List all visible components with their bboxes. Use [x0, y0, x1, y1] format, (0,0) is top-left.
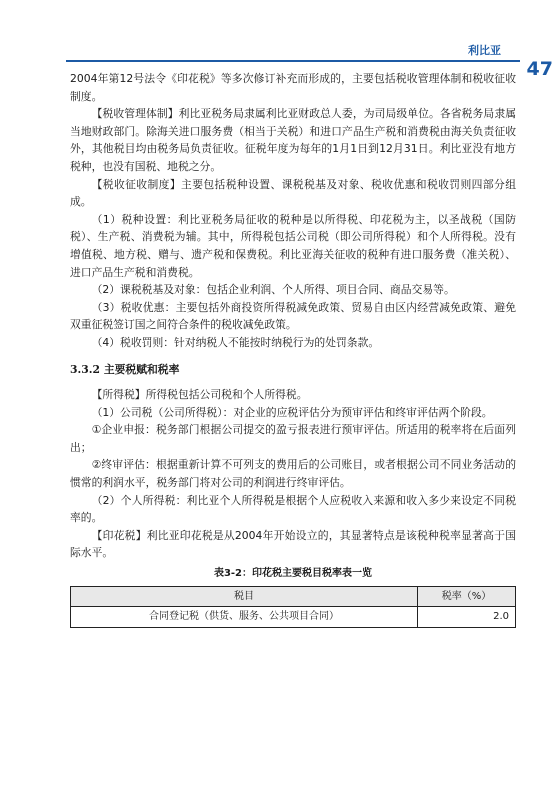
table-cell-item: 合同登记税（供货、服务、公共项目合同） [71, 607, 418, 628]
page-number: 47 [526, 58, 553, 80]
paragraph: （1）税种设置：利比亚税务局征收的税种是以所得税、印花税为主，以圣战税（国防税）、生产税、消费税为辅。其中，所得税包括公司税（即公司所得税）和个人所得税。没有增值税、地方税、赠与、遗产税和保费税。利比亚海关征收的税种有进口服务费（准关税）、进口产品生产税和消费税。 [70, 212, 516, 279]
paragraph: （2）个人所得税：利比亚个人所得税是根据个人应税收入来源和收入多少来设定不同税率的。 [70, 493, 516, 525]
paragraphs-after [70, 386, 516, 562]
column-header-item: 税目 [71, 586, 418, 607]
paragraph: 【税收征收制度】主要包括税种设置、课税税基及对象、税收优惠和税收罚则四部分组成。 [70, 177, 516, 209]
table-body [71, 607, 516, 628]
paragraph: 2004年第12号法令《印花税》等多次修订补充而形成的，主要包括税收管理体制和税收征收制度。 [70, 72, 516, 103]
section-title: 3.3.2 主要税赋和税率 [70, 362, 180, 376]
paragraph: 【税收管理体制】利比亚税务局隶属利比亚财政总人委，为司局级单位。各省税务局隶属当地财政部门。除海关进口服务费（相当于关税）和进口产品生产税和消费税由海关负责征收外，其他税目均由税务局负责征收。征税年度为每年的1月1日到12月31日。利比亚没有地方税种，也没有国税、地税之分。 [70, 107, 516, 173]
paragraph: （2）课税税基及对象：包括企业利润、个人所得、项目合同、商品交易等。 [91, 283, 455, 297]
paragraph: 【印花税】利比亚印花税是从2004年开始设立的，其显著特点是该税种税率显著高于国际水平。 [70, 528, 516, 560]
column-header-rate: 税率（%） [418, 586, 516, 607]
paragraph: ②终审评估：根据重新计算不可列支的费用后的公司账目，或者根据公司不同业务活动的惯常的利润水平，税务部门将对公司的利润进行终审评估。 [70, 458, 516, 490]
header-rule [66, 60, 520, 62]
paragraph: （1）公司税（公司所得税）：对企业的应税评估分为预审评估和终审评估两个阶段。 [91, 405, 493, 419]
table-caption: 表3-2：印花税主要税目税率表一览 [213, 568, 373, 580]
paragraphs-before [70, 70, 516, 352]
table-row [71, 607, 516, 628]
paragraph: ①企业申报：税务部门根据公司提交的盈亏报表进行预审评估。所适用的税率将在后面列出； [70, 423, 516, 454]
paragraph: 【所得税】所得税包括公司税和个人所得税。 [91, 388, 308, 402]
paragraph: （4）税收罚则：针对纳税人不能按时纳税行为的处罚条款。 [91, 335, 380, 349]
header-country: 利比亚 [468, 44, 501, 57]
page-content [70, 70, 516, 628]
table-cell-rate: 2.0 [418, 607, 516, 628]
paragraph: （3）税收优惠：主要包括外商投资所得税减免政策、贸易自由区内经营减免政策、避免双重征税签订国之间符合条件的税收减免政策。 [70, 300, 516, 332]
table-header-row [71, 586, 516, 607]
stamp-tax-rate-table [70, 586, 516, 628]
